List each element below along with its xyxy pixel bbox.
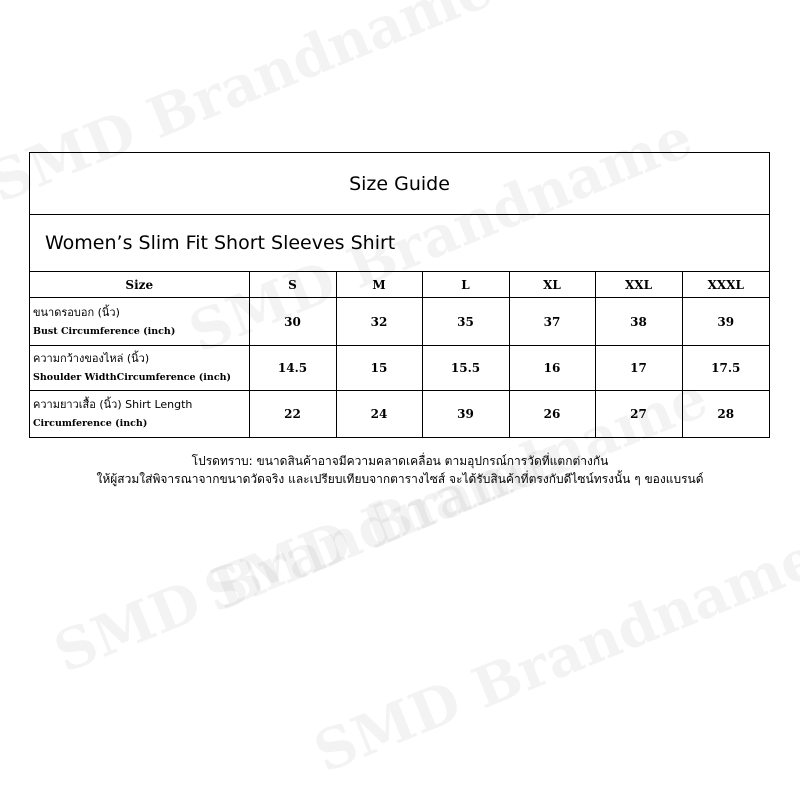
table-row <box>30 391 769 438</box>
table-cell: 27 <box>595 391 682 438</box>
table-cell: 39 <box>422 391 509 438</box>
size-column-header: XXL <box>595 272 682 298</box>
table-row <box>30 298 769 346</box>
size-column-header: L <box>422 272 509 298</box>
row-label <box>30 298 249 346</box>
row-label-english: Bust Circumference (inch) <box>33 325 176 337</box>
note-line: ให้ผู้สวมใส่พิจารณาจากขนาดวัดจริง และเปรียบเทียบจากตารางไซส์ จะได้รับสินค้าที่ตรงกับดีไซน์ทรงนั้น ๆ ของแบรนด์ <box>96 472 704 486</box>
row-label-english: Circumference (inch) <box>33 418 148 429</box>
table-cell: 28 <box>682 391 769 438</box>
size-column-header: XXXL <box>682 272 769 298</box>
table-cell: 17.5 <box>682 346 769 391</box>
table-cell: 38 <box>595 298 682 346</box>
size-column-header: S <box>249 272 336 298</box>
product-title: Women’s Slim Fit Short Sleeves Shirt <box>30 215 769 272</box>
size-header-label: Size <box>30 272 249 298</box>
table-cell: 32 <box>336 298 422 346</box>
size-column-header: XL <box>509 272 595 298</box>
row-label-thai: ขนาดรอบอก (นิ้ว) <box>33 305 120 319</box>
row-label-thai: ความยาวเสื้อ (นิ้ว) Shirt Length <box>33 398 193 411</box>
size-column-header: M <box>336 272 422 298</box>
table-row <box>30 346 769 391</box>
table-cell: 26 <box>509 391 595 438</box>
table-cell: 37 <box>509 298 595 346</box>
size-notes <box>0 452 800 488</box>
table-header-row <box>30 272 769 298</box>
table-cell: 15 <box>336 346 422 391</box>
table-cell: 16 <box>509 346 595 391</box>
table-cell: 30 <box>249 298 336 346</box>
note-line: โปรดทราบ: ขนาดสินค้าอาจมีความคลาดเคลื่อน ตามอุปกรณ์การวัดที่แตกต่างกัน <box>191 454 609 468</box>
table-cell: 15.5 <box>422 346 509 391</box>
row-label-english: Shoulder WidthCircumference (inch) <box>33 372 232 383</box>
table-cell: 14.5 <box>249 346 336 391</box>
table-cell: 17 <box>595 346 682 391</box>
row-label-thai: ความกว้างของไหล่ (นิ้ว) <box>33 352 150 365</box>
size-guide-panel <box>29 152 770 438</box>
table-cell: 24 <box>336 391 422 438</box>
row-label <box>30 346 249 391</box>
watermark-text <box>305 524 800 786</box>
row-label <box>30 391 249 438</box>
table-cell: 35 <box>422 298 509 346</box>
table-cell: 22 <box>249 391 336 438</box>
table-cell: 39 <box>682 298 769 346</box>
size-table <box>30 272 769 437</box>
size-guide-title: Size Guide <box>30 153 769 215</box>
